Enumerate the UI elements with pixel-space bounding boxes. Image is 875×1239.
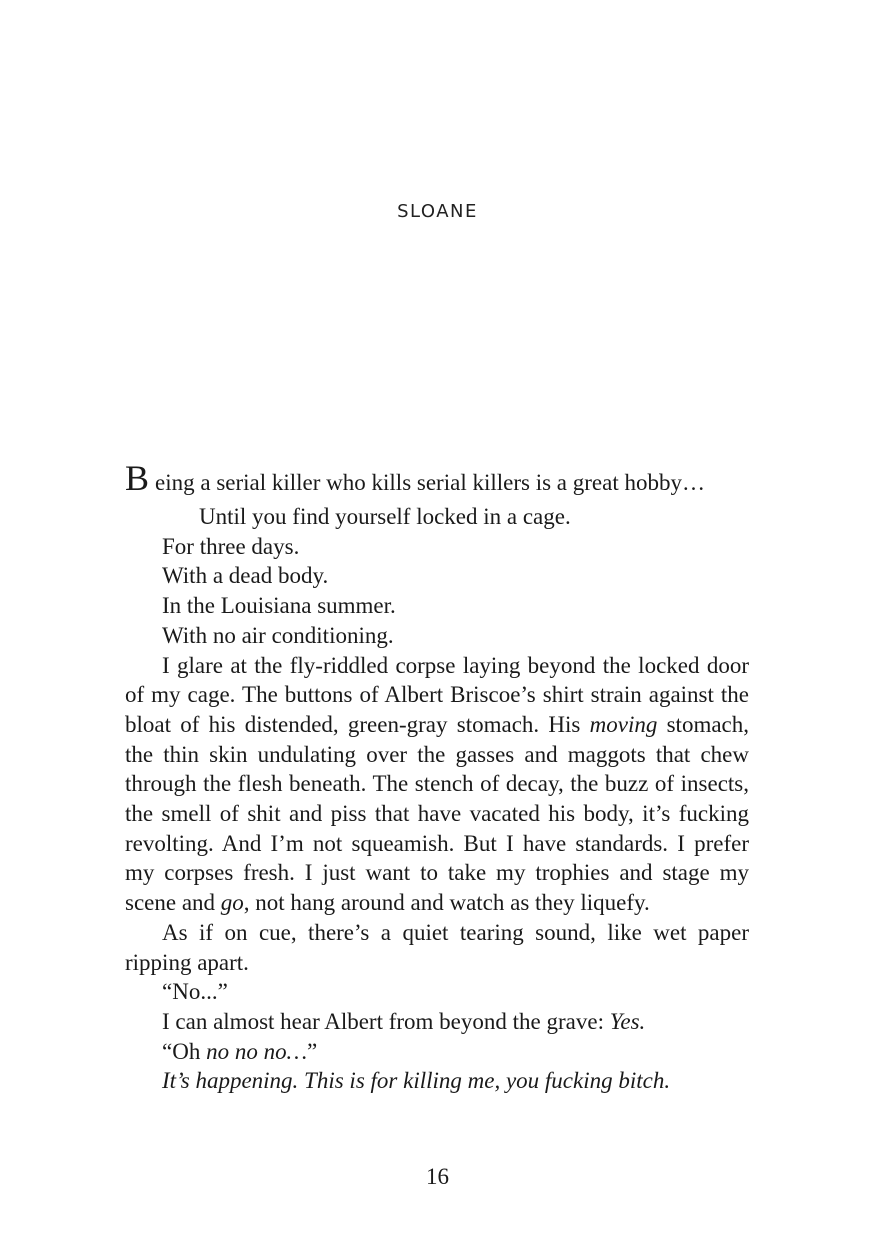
text-run: , not hang around and watch as they liquefy. xyxy=(243,890,650,916)
paragraph: With no air conditioning. xyxy=(162,622,394,648)
paragraph xyxy=(125,1037,749,1067)
opening-text: eing a serial killer who kills serial killers is a great hobby… xyxy=(155,470,705,495)
emphasis: It’s happening. This is for killing me, you fucking bitch. xyxy=(162,1068,671,1094)
emphasis: moving xyxy=(589,711,658,737)
opening-line xyxy=(125,460,749,502)
emphasis: no no no… xyxy=(206,1038,308,1064)
body-text xyxy=(125,460,749,1096)
chapter-title: SLOANE xyxy=(397,201,478,222)
paragraph: In the Louisiana summer. xyxy=(162,593,396,619)
emphasis: go xyxy=(220,890,244,916)
text-run: I can almost hear Albert from beyond the grave: xyxy=(162,1008,610,1034)
page-number: 16 xyxy=(426,1164,449,1189)
paragraph xyxy=(125,1066,749,1096)
paragraph: With a dead body. xyxy=(162,563,329,589)
paragraph: Until you find yourself locked in a cage. xyxy=(199,504,571,529)
drop-cap: B xyxy=(125,458,150,498)
paragraph xyxy=(125,1007,749,1037)
paragraph xyxy=(125,651,749,918)
text-run: “Oh xyxy=(162,1038,207,1064)
paragraph: For three days. xyxy=(162,533,300,559)
text-run: ” xyxy=(307,1038,318,1064)
paragraph: As if on cue, there’s a quiet tearing sound, like wet paper ripping apart. xyxy=(125,919,749,975)
text-run: stomach, the thin skin undulating over the gasses and maggots that chew through the flesh beneath. The stench of decay, the buzz of insects, the smell of shit and piss that have vacated his body, it’s fucking revolting. And I’m not squeamish. But I have standards. I prefer my corpses fresh. I just want to take my trophies and stage my scene and xyxy=(125,711,749,916)
paragraph: “No...” xyxy=(162,979,228,1005)
text-run: I glare at the fly-riddled corpse laying beyond the locked door of my cage. The buttons of Albert Briscoe’s shirt strain against the bloat of his distended, green-gray stomach. His xyxy=(125,652,749,737)
emphasis: Yes. xyxy=(609,1008,646,1034)
